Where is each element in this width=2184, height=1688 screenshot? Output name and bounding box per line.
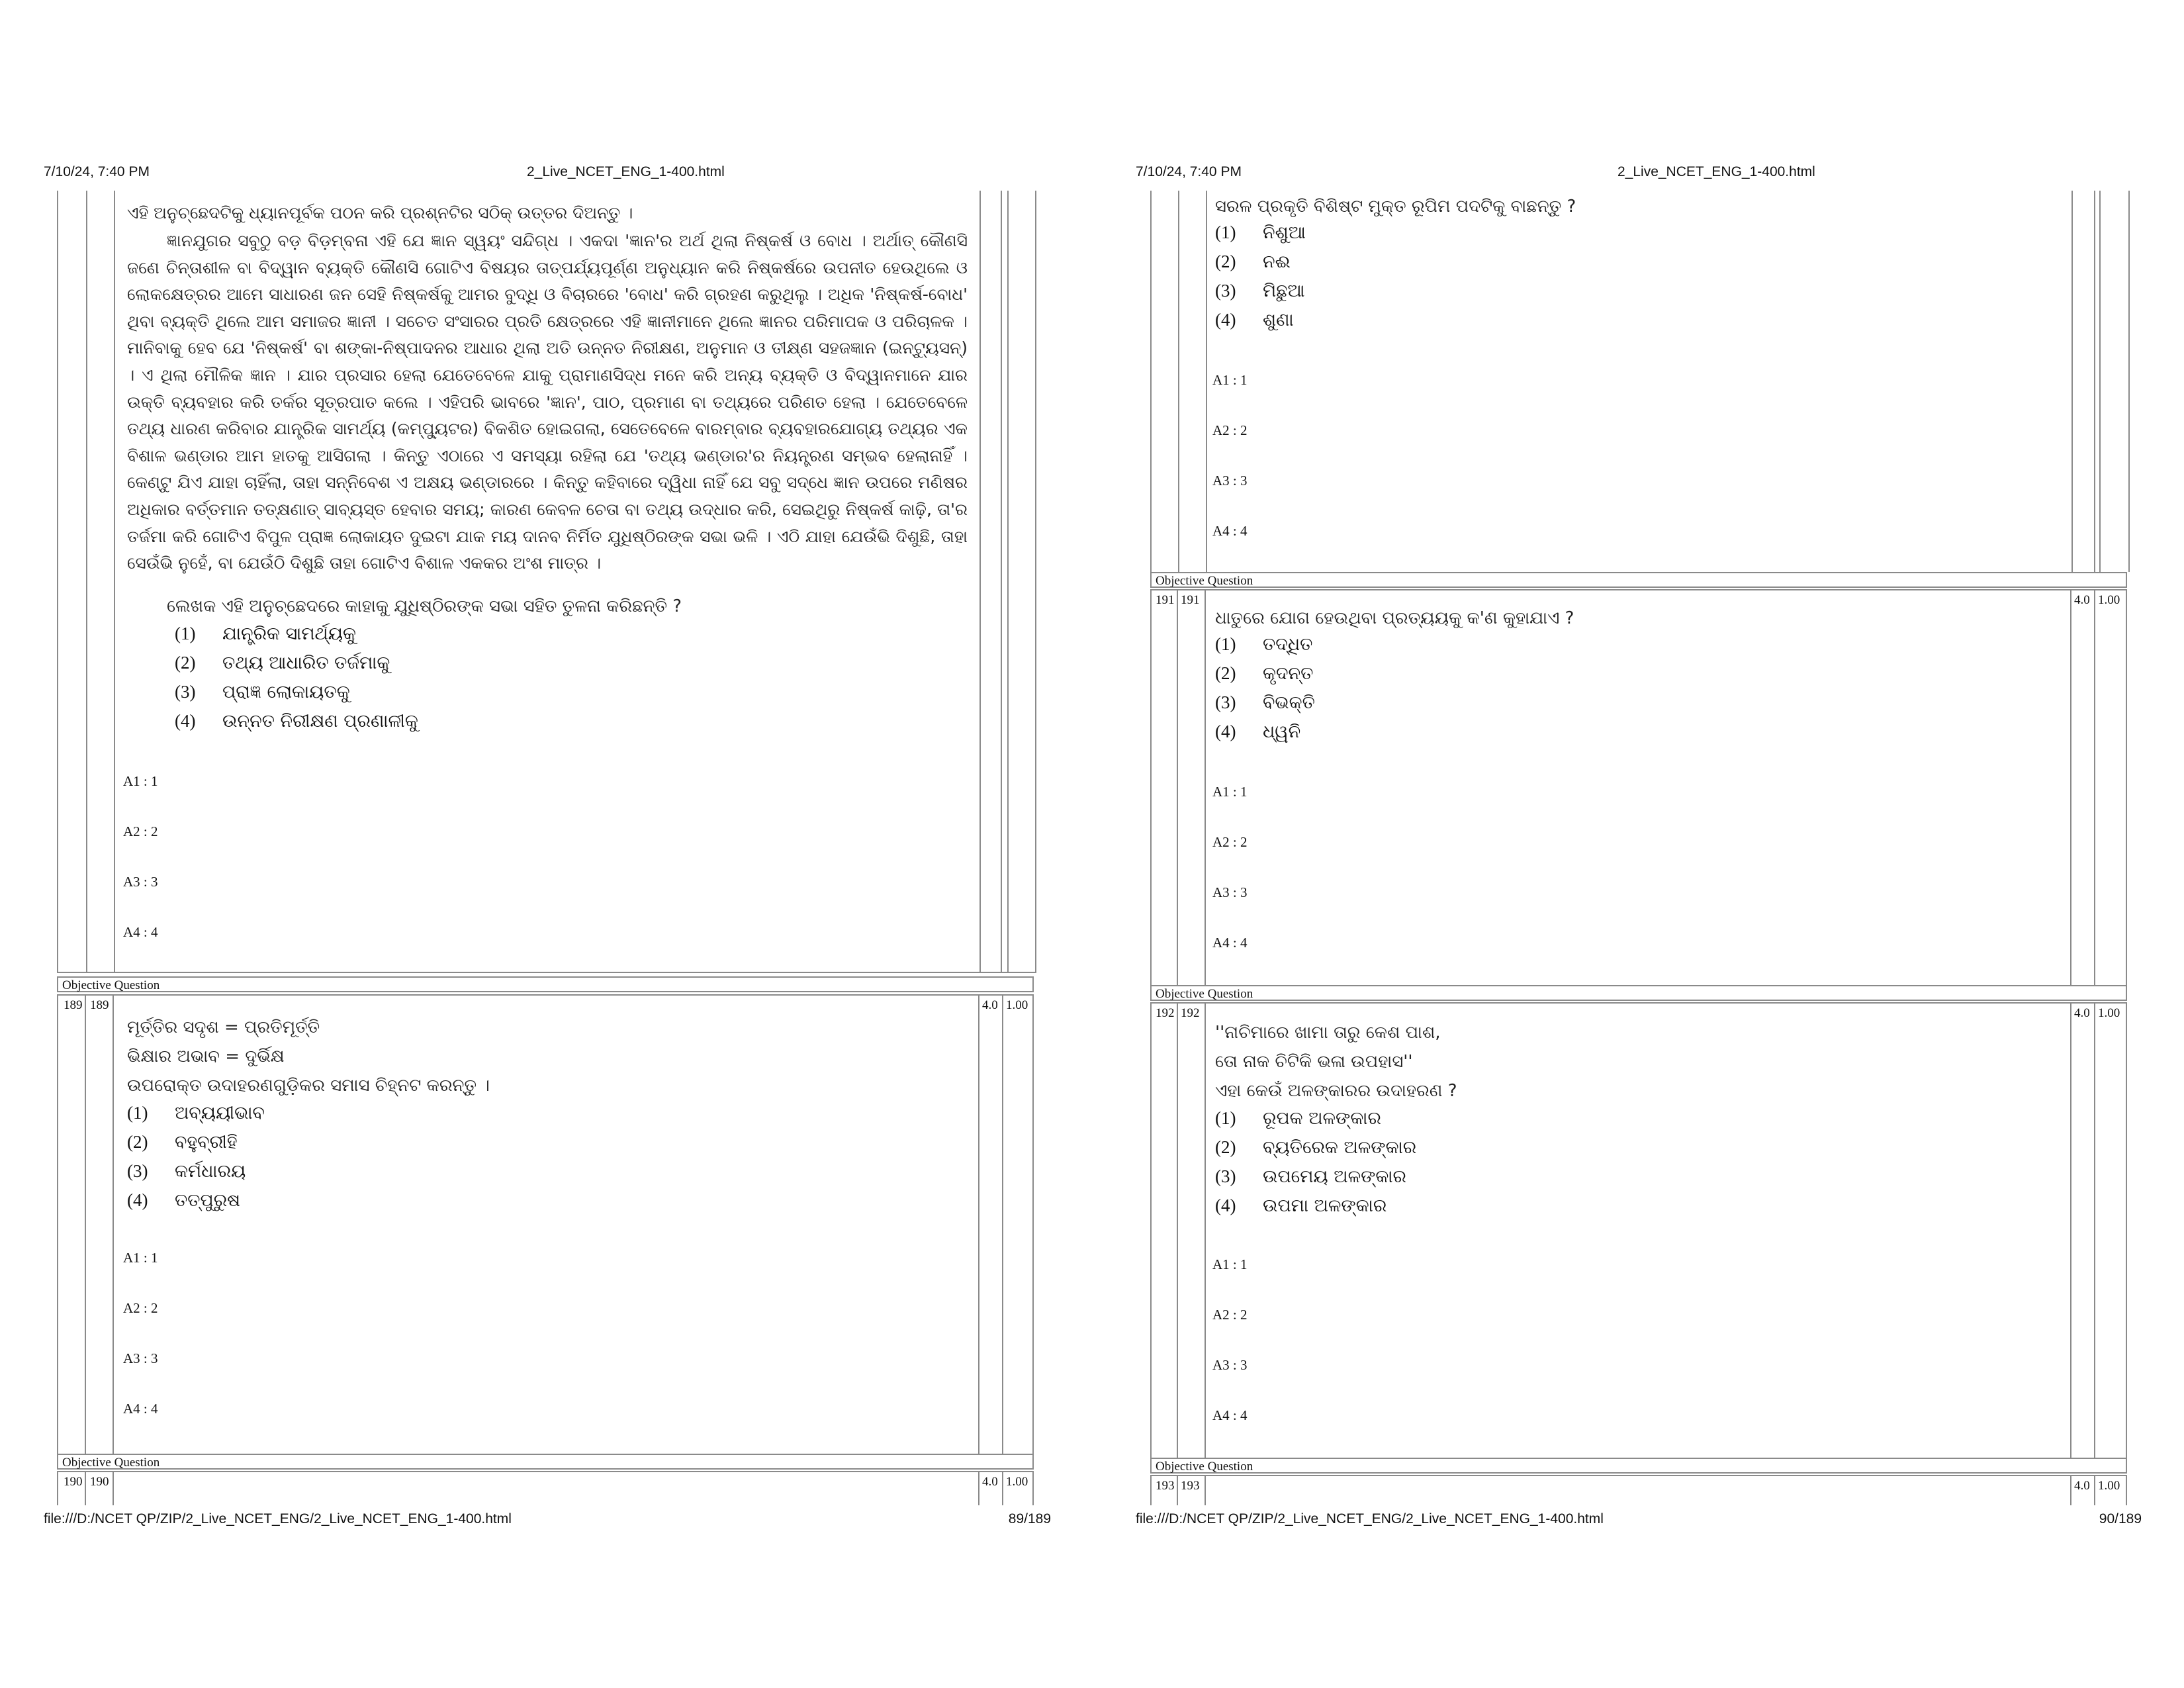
question-number: 191: [1156, 593, 1175, 607]
marks: 4.0: [2074, 1479, 2090, 1493]
question-row-189: [57, 994, 1034, 1456]
question-row-192: [1150, 1002, 2127, 1459]
answer-4: A4 : 4: [1212, 1407, 1248, 1423]
option-2: (2) ତଥ୍ୟ ଆଧାରିତ ତର୍ଜମାକୁ: [175, 653, 390, 673]
marks: 4.0: [2074, 1006, 2090, 1020]
question-number: 189: [64, 998, 83, 1012]
header-date: 7/10/24, 7:40 PM: [1136, 164, 1242, 179]
negative-marks: 1.00: [2098, 1479, 2120, 1493]
question-frame-190: [1150, 191, 2130, 572]
question-stem-line: ଉପରୋକ୍ତ ଉଦାହରଣଗୁଡ଼ିକର ସମାସ ଚିହ୍ନଟ କରନ୍ତୁ ।: [127, 1076, 490, 1096]
question-text: ସରଳ ପ୍ରକୃତି ବିଶିଷ୍ଟ ମୁକ୍ତ ରୂପିମ ପଦଟିକୁ ବାଛନ୍ତୁ ?: [1215, 197, 1576, 216]
section-label: Objective Question: [57, 976, 1034, 992]
negative-marks: 1.00: [2098, 1006, 2120, 1020]
option-1: (1) ତଦ୍ଧିତ: [1215, 634, 1313, 655]
answer-1: A1 : 1: [123, 773, 158, 789]
passage-text: ଜ୍ଞାନଯୁଗର ସବୁଠୁ ବଡ଼ ବିଡ଼ମ୍ବନା ଏହି ଯେ ଜ୍ଞାନ ସ୍ୱୟଂ ସନ୍ଦିଗ୍ଧ । ଏକଦା 'ଜ୍ଞାନ'ର ଅର୍ଥ ଥିଲା ନିଷ୍କର୍ଷ ଓ ବୋଧ । ଅର୍ଥାତ୍ କୌଣସି ଜଣେ ଚିନ୍ତାଶୀଳ ବା ବିଦ୍ୱାନ ବ୍ୟକ୍ତି କୌଣସି ଗୋଟିଏ ବିଷୟର ତାତ୍ପର୍ଯ୍ୟପୂର୍ଣ୍ଣ ଅନୁଧ୍ୟାନ କରି ନିଷ୍କର୍ଷରେ ଉପନୀତ ହେଉଥିଲେ ଓ ଲୋକକ୍ଷେତ୍ରର ଆମେ ସାଧାରଣ ଜନ ସେହି ନିଷ୍କର୍ଷକୁ ଆମର ବୁଦ୍ଧି ଓ ବିଚାରରେ 'ବୋଧ' କରି ଗ୍ରହଣ କରୁଥିଲୁ । ଅଧିକ 'ନିଷ୍କର୍ଷ-ବୋଧ' ଥିବା ବ୍ୟକ୍ତି ଥିଲେ ଆମ ସମାଜର ଜ୍ଞାନୀ । ସଚେତ ସଂସାରର ପ୍ରତି କ୍ଷେତ୍ରରେ ଏହି ଜ୍ଞାନୀମାନେ ଥିଲେ ଜ୍ଞାନର ପରିମାପକ ଓ ପରିଚାଳକ । ମାନିବାକୁ ହେବ ଯେ 'ନିଷ୍କର୍ଷ' ବା ଶଙ୍କା-ନିଷ୍ପାଦନର ଆଧାର ଥିଲା ଅତି ଉନ୍ନତ ନିରୀକ୍ଷଣ, ଅନୁମାନ ଓ ତୀକ୍ଷ୍ଣ ସହଜଜ୍ଞାନ (ଇନ୍‌ଟ୍ୟୁସନ୍) । ଏ ଥିଲା ମୌଳିକ ଜ୍ଞାନ । ଯାର ପ୍ରସାର ହେଲା ଯେତେବେଳେ ଯାକୁ ପ୍ରାମାଣସିଦ୍ଧ ମନେ କରି ଅନ୍ୟ ବ୍ୟକ୍ତି ଓ ବିଦ୍ୱାନମାନେ ଯାର ଉକ୍ତି ବ୍ୟବହାର କରି ତର୍କର ସୂତ୍ରପାତ କଲେ । ଏହିପରି ଭାବରେ 'ଜ୍ଞାନ', ପାଠ, ପ୍ରମାଣ ବା ତଥ୍ୟରେ ପରିଣତ ହେଲା । ଯେତେବେଳେ ତଥ୍ୟ ଧାରଣ କରିବାର ଯାନ୍ତ୍ରିକ ସାମର୍ଥ୍ୟ (କମ୍ପ୍ୟୁଟର) ବିକଶିତ ହୋଇଗଲା, ସେତେବେଳେ ବାରମ୍ବାର ବ୍ୟବହାରଯୋଗ୍ୟ ତଥ୍ୟର ଏକ ବିଶାଳ ଭଣ୍ଡାର ଆମ ହାତକୁ ଆସିଗଲା । କିନ୍ତୁ ଏଠାରେ ଏ ସମସ୍ୟା ରହିଲା ଯେ 'ତଥ୍ୟ ଭଣ୍ଡାର'ର ନିୟନ୍ତ୍ରଣ ସମ୍ଭବ ହେଲାନାହିଁ । କେଣ୍ଟୁ ଯିଏ ଯାହା ଚାହିଁଲା, ତାହା ସନ୍ନିବେଶ ଏ ଅକ୍ଷୟ ଭଣ୍ଡାରରେ । କିନ୍ତୁ କହିବାରେ ଦ୍ୱିଧା ନାହିଁ ଯେ ସବୁ ସଦ୍ଧେ ଜ୍ଞାନ ଉପରେ ମଣିଷର ଅଧିକାର ବର୍ତ୍ତମାନ ତତ୍‌କ୍ଷଣାତ୍ ସାବ୍ୟସ୍ତ ହେବାର ସମୟ; କାରଣ କେବଳ ଚେତା ବା ତଥ୍ୟ ଉଦ୍ଧାର କରି, ସେଇଥିରୁ ନିଷ୍କର୍ଷ କାଢ଼ି, ତା'ର ତର୍ଜମା କରି ଗୋଟିଏ ବିପୁଳ ପ୍ରାଜ୍ଞ ଲୋକାୟତ ଦୁଇଟା ଯାକ ମୟ ଦାନବ ନିର୍ମିତ ଯୁଧିଷ୍ଠିରଙ୍କ ସଭା ଭଳି । ଏଠି ଯାହା ଯେଉଁଭି ଦିଶୁଛି, ତାହା ସେଉଁଭି ନୁହେଁ, ବା ଯେଉଁଠି ଦିଶୁଛି ତାହା ଗୋଟିଏ ବିଶାଳ ଏକକର ଅଂଶ ମାତ୍ର ।: [127, 231, 968, 573]
section-label: Objective Question: [1150, 985, 2127, 1001]
option-1: (1) ରୂପକ ଅଳଙ୍କାର: [1215, 1108, 1381, 1129]
option-4: (4) ଧ୍ୱନି: [1215, 722, 1301, 742]
question-id: 189: [90, 998, 109, 1012]
option-3: (3) ବିଭକ୍ତି: [1215, 692, 1315, 713]
option-4: (4) ଶୁଣା: [1215, 310, 1294, 330]
question-id: 193: [1181, 1479, 1200, 1493]
question-stem-line: ''ନାଚିମାରେ ଖାମା ତାରୁ କେଶ ପାଶ,: [1215, 1023, 1441, 1043]
marks: 4.0: [2074, 593, 2090, 607]
answer-2: A2 : 2: [1212, 422, 1248, 438]
footer-url: file:///D:/NCET QP/ZIP/2_Live_NCET_ENG/2_Live_NCET_ENG_1-400.html: [1136, 1511, 1604, 1526]
question-text: ଲେଖକ ଏହି ଅନୁଚ୍ଛେଦରେ କାହାକୁ ଯୁଧିଷ୍ଠିରଙ୍କ ସଭା ସହିତ ତୁଳନା କରିଛନ୍ତି ?: [167, 596, 682, 616]
option-2: (2) କୃଦନ୍ତ: [1215, 663, 1314, 684]
answer-1: A1 : 1: [123, 1250, 158, 1266]
option-4: (4) ତତ୍ପୁରୁଷ: [127, 1190, 241, 1211]
answer-3: A3 : 3: [1212, 473, 1248, 489]
option-2: (2) ବହୁବ୍ରୀହି: [127, 1132, 238, 1152]
question-id: 191: [1181, 593, 1200, 607]
question-number: 192: [1156, 1006, 1175, 1020]
option-4: (4) ଉପମା ଅଳଙ୍କାର: [1215, 1196, 1387, 1216]
option-3: (3) ଉପମେୟ ଅଳଙ୍କାର: [1215, 1166, 1406, 1187]
negative-marks: 1.00: [1006, 998, 1028, 1012]
question-number: 193: [1156, 1479, 1175, 1493]
negative-marks: 1.00: [2098, 593, 2120, 607]
header-date: 7/10/24, 7:40 PM: [44, 164, 150, 179]
question-row-193: [1150, 1475, 2127, 1505]
header-title: 2_Live_NCET_ENG_1-400.html: [527, 164, 725, 179]
option-4: (4) ଉନ୍ନତ ନିରୀକ୍ଷଣ ପ୍ରଣାଳୀକୁ: [175, 711, 418, 731]
answer-4: A4 : 4: [1212, 935, 1248, 951]
answer-3: A3 : 3: [123, 1350, 158, 1366]
header-title: 2_Live_NCET_ENG_1-400.html: [1617, 164, 1815, 179]
section-label: Objective Question: [1150, 572, 2127, 588]
question-frame-188: [57, 191, 1036, 972]
answer-1: A1 : 1: [1212, 372, 1248, 388]
answer-2: A2 : 2: [123, 1300, 158, 1316]
option-2: (2) ନଈ: [1215, 252, 1291, 272]
answer-4: A4 : 4: [1212, 523, 1248, 539]
option-1: (1) ଯାନ୍ତ୍ରିକ ସାମର୍ଥ୍ୟକୁ: [175, 624, 356, 644]
answer-4: A4 : 4: [123, 924, 158, 940]
question-row-190: [57, 1471, 1034, 1505]
question-id: 192: [1181, 1006, 1200, 1020]
footer-url: file:///D:/NCET QP/ZIP/2_Live_NCET_ENG/2_Live_NCET_ENG_1-400.html: [44, 1511, 512, 1526]
answer-2: A2 : 2: [1212, 834, 1248, 850]
answer-4: A4 : 4: [123, 1401, 158, 1417]
question-row-191: [1150, 589, 2127, 986]
option-3: (3) ମିଛୁଆ: [1215, 281, 1305, 301]
section-label: Objective Question: [1150, 1458, 2127, 1474]
footer-page-number: 89/189: [1008, 1511, 1051, 1526]
question-stem-line: ଏହା କେଉଁ ଅଳଙ୍କାରର ଉଦାହରଣ ?: [1215, 1081, 1457, 1101]
option-1: (1) ଅବ୍ୟୟୀଭାବ: [127, 1103, 265, 1123]
answer-3: A3 : 3: [1212, 1357, 1248, 1373]
answer-2: A2 : 2: [123, 823, 158, 839]
answer-1: A1 : 1: [1212, 1256, 1248, 1272]
question-stem-line: ତୋ ନାକ ଚିଟିକି ଭଳା ଉପହାସ'': [1215, 1052, 1413, 1072]
answer-3: A3 : 3: [1212, 884, 1248, 900]
marks: 4.0: [982, 998, 998, 1012]
question-id: 190: [90, 1475, 109, 1489]
marks: 4.0: [982, 1475, 998, 1489]
footer-page-number: 90/189: [2099, 1511, 2142, 1526]
option-2: (2) ବ୍ୟତିରେକ ଅଳଙ୍କାର: [1215, 1137, 1417, 1158]
answer-2: A2 : 2: [1212, 1307, 1248, 1323]
question-stem-line: ଭିକ୍ଷାର ଅଭାବ = ଦୁର୍ଭିକ୍ଷ: [127, 1047, 285, 1066]
passage-instruction: ଏହି ଅନୁଚ୍ଛେଦଟିକୁ ଧ୍ୟାନପୂର୍ବକ ପଠନ କରି ପ୍ରଶ୍ନଟିର ସଠିକ୍ ଉତ୍ତର ଦିଅନ୍ତୁ ।: [127, 203, 633, 222]
answer-3: A3 : 3: [123, 874, 158, 890]
question-text: ଧାତୁରେ ଯୋଗ ହେଉଥିବା ପ୍ରତ୍ୟୟକୁ କ'ଣ କୁହାଯାଏ ?: [1215, 608, 1574, 628]
right-page: [1092, 0, 2184, 1688]
section-label: Objective Question: [57, 1454, 1034, 1470]
answer-1: A1 : 1: [1212, 784, 1248, 800]
negative-marks: 1.00: [1006, 1475, 1028, 1489]
question-stem-line: ମୂର୍ତ୍ତିର ସଦୃଶ = ପ୍ରତିମୂର୍ତ୍ତି: [127, 1017, 320, 1037]
option-1: (1) ନିଶୁଆ: [1215, 222, 1306, 243]
option-3: (3) ପ୍ରାଜ୍ଞ ଲୋକାୟତକୁ: [175, 682, 350, 702]
question-number: 190: [64, 1475, 83, 1489]
option-3: (3) କର୍ମଧାରୟ: [127, 1161, 246, 1182]
